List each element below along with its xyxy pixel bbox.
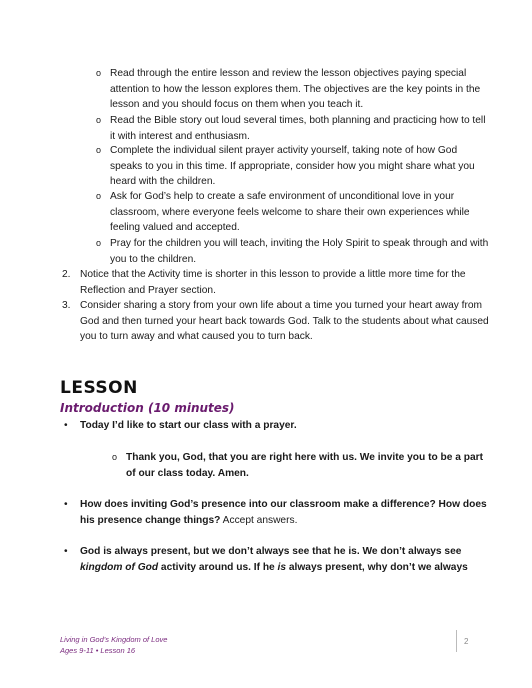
bullet-dot-icon: • (64, 499, 68, 510)
prayer-text: o Thank you, God, that you are right here with us. We invite you to be a part of our class today. Amen. (112, 452, 483, 479)
section-title: Introduction (10 minutes) (60, 401, 235, 415)
lesson-bullet: • Today I’d like to start our class with a prayer. (80, 418, 492, 434)
hollow-bullet-icon: o (96, 191, 102, 201)
hollow-bullet-icon: o (96, 145, 102, 155)
lesson-bullet: • How does inviting God’s presence into our classroom make a difference? How does his presence change things? Accept answers. (64, 499, 487, 526)
lesson-heading: LESSON (60, 378, 138, 398)
hollow-bullet-icon: o (96, 238, 102, 248)
hollow-bullet-icon: o (96, 68, 102, 78)
list-item: o Complete the individual silent prayer activity yourself, taking note of how God speaks to you in this time. If appropriate, consider how you might share what you heard with the children. (96, 145, 475, 187)
footer (60, 634, 167, 656)
numbered-item: 2. Notice that the Activity time is shorter in this lesson to provide a little more time for the Reflection and Prayer section. (62, 269, 466, 296)
hollow-bullet-icon: o (112, 452, 118, 462)
footer-subtitle: Ages 9-11 • Lesson 16 (60, 646, 136, 655)
list-item: o Pray for the children you will teach, inviting the Holy Spirit to speak through and with you to the children. (96, 238, 489, 265)
list-item: o Ask for God’s help to create a safe environment of unconditional love in your classroom, where everyone feels welcome to share their own experiences while feeling valued and accepted. (96, 191, 470, 233)
footer-title: Living in God’s Kingdom of Love (60, 635, 168, 644)
numbered-item: 3. Consider sharing a story from your own life about a time you turned your heart away from God and then turned your heart back towards God. Talk to the students about what caused you to turn away and what caused you to turn back. (62, 300, 489, 342)
lesson-bullet: • God is always present, but we don’t always see that he is. We don’t always see kingdom of God activity around us. If he is always present, why don’t we always (64, 546, 468, 573)
bullet-dot-icon: • (64, 546, 68, 557)
hollow-bullet-icon: o (96, 115, 102, 125)
bullet-dot-icon: • (64, 420, 68, 431)
list-item: o Read the Bible story out loud several times, both planning and practicing how to tell it with interest and enthusiasm. (96, 115, 486, 142)
list-item: o Read through the entire lesson and review the lesson objectives paying special attention to how the lesson explores them. The objectives are the key points in the lesson and you should focus on them when you teach it. (96, 68, 481, 110)
page-number: 2 (464, 637, 469, 646)
footer-divider (456, 630, 457, 652)
